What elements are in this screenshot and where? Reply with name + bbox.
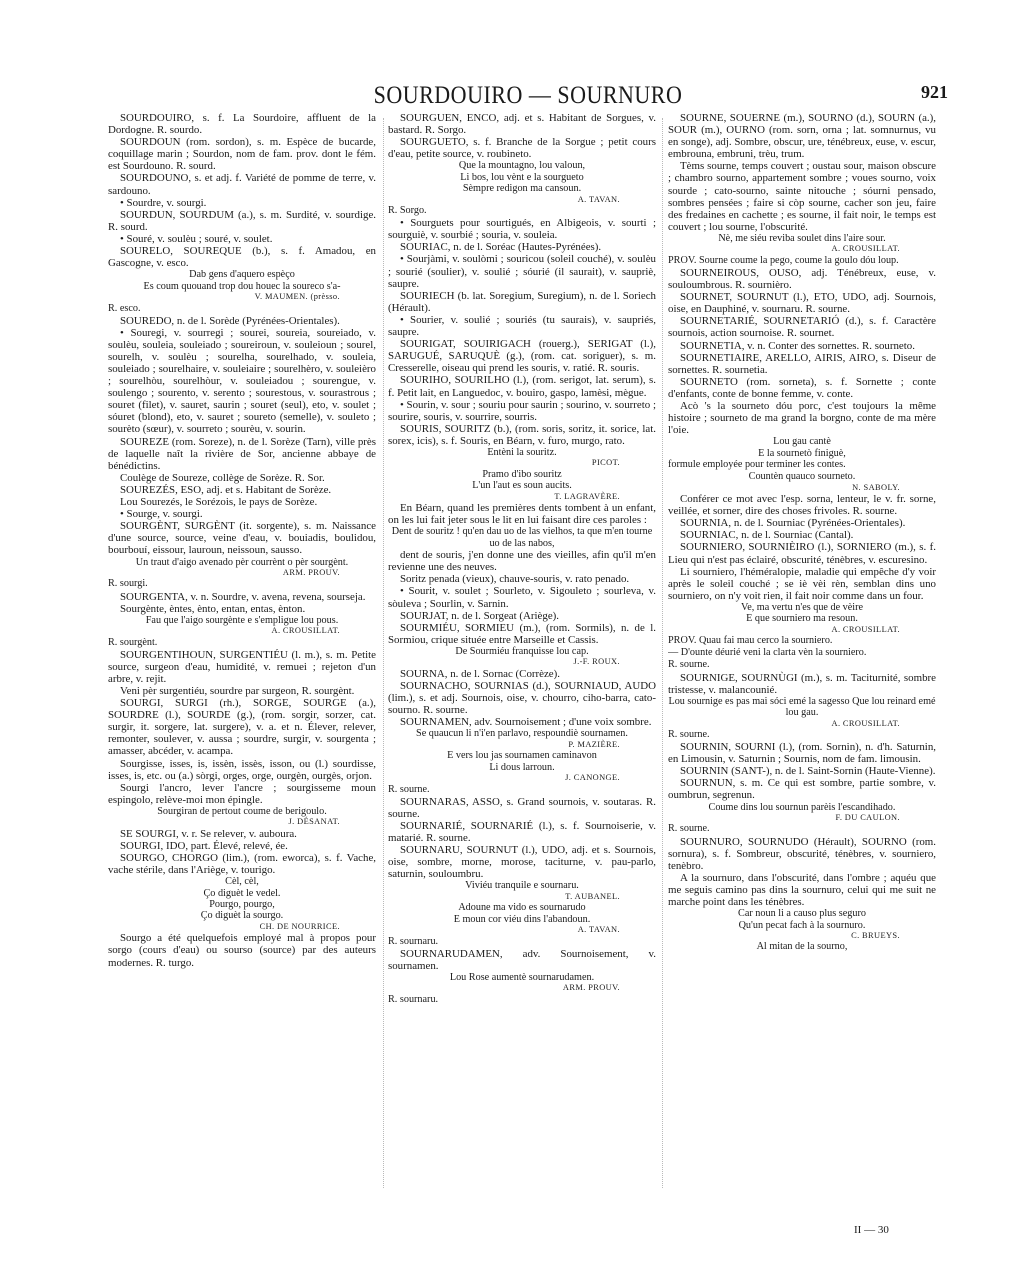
citation: Se quaucun li n'i'en parlavo, respoundiè sournamen. — [416, 728, 628, 740]
citation: Dent de souritz ! qu'en dau uo de las vielhos, ta que m'en tourne uo de las nabos, — [391, 526, 653, 549]
attribution: A. TAVAN. — [577, 925, 620, 934]
attribution: C. BRUEYS. — [851, 930, 900, 940]
dictionary-entry: SOURNET, SOURNUT (l.), ETO, UDO, adj. Sournois, oise, en Dauphiné, v. sournaru. R. sourne. — [668, 291, 936, 316]
dictionary-entry: • Sourin, v. sour ; souriu pour saurin ; sourino, v. sourreto ; sourire, souris, v. sourrire, sourris. — [388, 398, 656, 423]
reference-line: R. sourne. — [668, 729, 710, 740]
dictionary-entry: SOURNUN, s. m. Ce qui est sombre, partie sombre, v. oumbrun, segrenun. — [668, 777, 936, 802]
attribution: A. CROUSILLAT. — [831, 718, 900, 728]
reference-line: formule employée pour terminer les contes. — [668, 459, 846, 471]
reference-line: R. sournaru. — [388, 935, 439, 947]
dictionary-entry: • Sourguets pour sourtigués, en Albigeois, v. sourti ; sourguiè, v. sourbié ; souria, v. souleia. — [388, 217, 656, 242]
dictionary-entry: SOURNETIAIRE, ARELLO, AIRIS, AIRO, s. Diseur de sornettes. R. sournetia. — [668, 351, 936, 376]
attribution: F. DU CAULON. — [835, 812, 900, 822]
verse-line: Li bos, lou vènt e la sourgueto — [460, 171, 584, 183]
verse-line: Es coum quouand trop dou houec la soureco s'a- — [143, 280, 341, 292]
verse-line: Que la mountagno, lou valoun, — [458, 160, 586, 172]
verse-line: E vers lou jas sournamen caminavon — [447, 750, 597, 762]
dictionary-entry: Coulège de Soureze, collège de Sorèze. R. Sor. — [120, 471, 325, 484]
reference-line: R. sourne. — [668, 659, 710, 671]
dictionary-entry: SOURNARIÉ, SOURNARIÉ (l.), s. f. Sournoiserie, v. matarié. R. sourne. — [388, 819, 656, 844]
dictionary-entry: Sourgi l'ancro, lever l'ancre ; sourgisseme moun espingolo, relève-moi mon épingle. — [108, 781, 376, 806]
reference-line: R. Sorgo. — [388, 205, 427, 217]
dictionary-entry: SOUREZÉS, ESO, adj. et s. Habitant de Sorèze. — [120, 483, 332, 496]
dictionary-entry: SOURJAT, n. de l. Sorgeat (Ariège). — [400, 609, 559, 622]
dictionary-entry: SOURNETO (rom. sorneta), s. f. Sornette ; conte d'enfants, conte de bonne femme, v. conte. — [668, 375, 936, 400]
dictionary-entry: SOURMIÉU, SORMIEU (m.), (rom. Sormils), n. de l. Sormiou, crique située entre Marseille et Cassis. — [388, 621, 656, 646]
dictionary-entry: Li sourniero, l'héméralopie, maladie qui empêche d'y voir après le soleil couché ; se iè vèi rèn, semblan dins uno sourniero, on n'y voit rien, il fait noir comme dans un four. — [668, 565, 936, 602]
dictionary-entry: SOURNAMEN, adv. Sournoisement ; d'une voix sombre. — [400, 716, 652, 729]
dictionary-entry: SOURNIN, SOURNI (l.), (rom. Sornin), n. d'h. Saturnin, en Limousin, v. Saturnin ; Sournis, nom de fam. limousin. — [668, 741, 936, 766]
column-rule — [662, 118, 663, 1188]
attribution: T. LAGRAVÈRE. — [554, 491, 620, 501]
citation: Sourgiran de pertout coume de berigoulo. — [157, 805, 327, 817]
reference-line: — D'ounte déurié veni la clarta vèn la sourniero. — [668, 647, 867, 659]
dictionary-entry: SOURNIAC, n. de l. Sourniac (Cantal). — [680, 529, 854, 542]
verse-line: Pramo d'ibo souritz — [482, 468, 562, 480]
dictionary-entry: SOURNARUDAMEN, adv. Sournoisement, v. sournamen. — [388, 947, 656, 972]
citation: Coume dins lou sournun parèis l'escandihado. — [708, 801, 896, 813]
attribution: CH. DE NOURRICE. — [259, 921, 340, 931]
verse-line: Adoune ma vido es sournarudo — [458, 902, 586, 914]
attribution: PICOT. — [591, 458, 620, 468]
verse-line: Al mitan de la sourno, — [756, 941, 848, 953]
signature-mark: II — 30 — [854, 1224, 889, 1236]
verse-line: Ve, ma vertu n'es que de vèire — [740, 601, 864, 613]
verse-line: Pourgo, pourgo, — [209, 899, 275, 910]
dictionary-entry: SOURNE, SOUERNE (m.), SOURNO (d.), SOURN (a.), SOUR (m.), OURNO (rom. sorn, orna ; lat. somnurnus, vu en songe), adj. Sombre, obscur, ure, ténébreux, euse, v. escur, embrouna, embruni, trèu, trum. — [668, 112, 936, 161]
page-header — [108, 82, 948, 112]
dictionary-entry: SOURNARAS, ASSO, s. Grand sournois, v. soutaras. R. sourne. — [388, 795, 656, 820]
verse-line: Ço diguèt le vedel. — [203, 887, 281, 899]
citation: Lou sournige es pas mai sóci emé la sagesso Que lou reinard emé lou gau. — [668, 695, 936, 719]
verse-line: Ço diguèt la sourgo. — [200, 910, 284, 922]
dictionary-entry: SOURGENTIHOUN, SURGENTIÉU (l. m.), s. m. Petite source, surgeon d'eau, humidité, v. remuei ; rejeton d'un arbre, v. rejit. — [108, 648, 376, 685]
dictionary-entry: • Sourier, v. soulié ; souriés (tu saurais), v. saupriés, saupre. — [388, 313, 656, 339]
dictionary-entry: SOURNA, n. de l. Sornac (Corrèze). — [400, 667, 560, 680]
dictionary-entry: SOUREDO, n. de l. Sorède (Pyrénées-Orientales). — [120, 314, 340, 327]
dictionary-entry: • Souregi, v. sourregi ; sourei, soureia, soureiado, v. soulèu, souleia, souleiado ; soureiroun, v. souleioun ; sourel, sourelh, v. soulèu ; sourelha, sourelhado, v. souleia, souleiado ; sourelhaire, v. souleiaire ; sourelhèro, v. souleièro ; sourelhòu, sourelhòur, v. souleiadou ; sourengue, v. soulengo ; sourento, v. serento ; sourestous, v. sourastrous ; souret (filet), v. sauret, saurin ; souret (seul), eto, v. soulet ; sóuret (blond), eto, v. sauret ; soureto (semelle), v. souleto ; sourèto (sœur), v. sourreto ; sourèu, v. sourin. — [108, 326, 376, 436]
running-title: SOURDOUIRO — SOURNURO — [373, 80, 683, 109]
dictionary-entry: SOURGUETO, s. f. Branche de la Sorgue ; petit cours d'eau, petite source, v. roubineto. — [388, 136, 656, 161]
dictionary-entry: SOURGENTA, v. n. Sourdre, v. avena, revena, sourseja. — [120, 590, 366, 603]
citation: Fau que l'aigo sourgènte e s'empligue lou pous. — [145, 614, 339, 626]
verse-line: E la sournetò finiguè, — [758, 447, 846, 459]
reference-line: PROV. Sourne coume la pego, coume la goulo dóu loup. — [668, 254, 899, 266]
reference-line: R. sournaru. — [388, 993, 439, 1005]
dictionary-entry: SOURDOUIRO, s. f. La Sourdoire, affluent de la Dordogne. R. sourdo. — [108, 112, 376, 137]
verse-line: Car noun li a causo plus seguro — [738, 908, 866, 920]
dictionary-entry: Sourgènte, èntes, ènto, entan, entas, ènton. — [120, 602, 306, 615]
attribution: ARM. PROUV. — [282, 567, 340, 577]
dictionary-entry: Veni pèr surgentiéu, sourdre par surgeon, R. sourgènt. — [120, 684, 355, 697]
verse-line: E moun cor viéu dins l'abandoun. — [453, 913, 591, 925]
dictionary-entry: SOURNARU, SOURNUT (l.), UDO, adj. et s. Sournois, oise, sombre, morne, morose, taciturne, v. pau-parlo, saturnin, souloumbru. — [388, 844, 656, 881]
dictionary-entry: En Béarn, quand les premières dents tombent à un enfant, on les lui fait jeter sous le lit en lui faisant dire ces paroles : — [388, 502, 656, 527]
verse-line: E que sourniero ma resoun. — [746, 613, 858, 625]
dictionary-entry: SOURNIERO, SOURNIÈIRO (l.), SORNIERO (m.), s. f. Lieu qui n'est pas éclairé, obscurité, ténèbres, v. escuresino. — [668, 541, 936, 566]
reference-line: R. sourgènt. — [108, 636, 158, 648]
dictionary-entry: • Sourdre, v. sourgi. — [120, 196, 207, 209]
verse-line: Lou Rose aumentè sournarudamen. — [449, 971, 595, 983]
citation: De Sourmiéu franquisse lou cap. — [455, 645, 589, 657]
reference-line: R. sourgi. — [108, 578, 148, 590]
verse-line: Countèn quauco sourneto. — [748, 471, 856, 483]
verse-line: Li dous larroun. — [489, 761, 555, 773]
dictionary-entry: SOURNIN (SANT-), n. de l. Saint-Sornin (Haute-Vienne). — [680, 765, 936, 778]
dictionary-entry: • Souré, v. soulèu ; souré, v. soulet. — [120, 232, 273, 245]
citation: Un traut d'aigo avenado pèr courrènt o pèr sourgènt. — [135, 556, 349, 568]
verse-line: Cèl, cèl, — [225, 876, 259, 888]
dictionary-entry: SOURGUEN, ENCO, adj. et s. Habitant de Sorgues, v. bastard. R. Sorgo. — [388, 112, 656, 137]
dictionary-entry: Soritz penada (vieux), chauve-souris, v. rato penado. — [400, 573, 630, 586]
dictionary-entry: Sourgo a été quelquefois employé mal à propos pour sorgo (cours d'eau) ou sourso (source) par des auteurs modernes. R. turgo. — [108, 932, 376, 969]
dictionary-entry: dent de souris, j'en donne une des vieilles, afin qu'il m'en revienne une des neuves. — [388, 549, 656, 574]
dictionary-entry: Lou Sourezés, le Sorézois, le pays de Sorèze. — [120, 496, 318, 509]
verse-line: Qu'un pecat fach à la sournuro. — [738, 919, 866, 931]
attribution: V. MAUMEN. (prèsso. — [254, 292, 340, 302]
dictionary-entry: • Sourge, v. sourgi. — [120, 508, 203, 521]
page-number: 921 — [921, 82, 948, 102]
dictionary-entry: SOURIAC, n. de l. Soréac (Hautes-Pyrénées). — [400, 241, 602, 254]
dictionary-entry: • Sourjàmi, v. soulòmi ; souricou (soleil couché), v. soulèu ; sourié (soulier), v. soulié ; sóurié (il saurait), v. saupriè, saupre. — [388, 253, 656, 290]
dictionary-column-right — [668, 112, 936, 1187]
attribution: A. CROUSILLAT. — [831, 624, 900, 634]
dictionary-entry: SOURIGAT, SOUIRIGACH (rouerg.), SERIGAT (l.), SARUGUÉ, SARUQUÈ (g.), (rom. cat. soriguer), s. m. Cresserelle, oiseau qui prend les souris, v. ratié. R. souris. — [388, 338, 656, 375]
dictionary-column-middle — [388, 112, 656, 1187]
attribution: J. DÉSANAT. — [288, 817, 340, 827]
verse-line: Lou gau cantè — [773, 436, 831, 448]
dictionary-entry: SOURIECH (b. lat. Soregium, Suregium), n. de l. Soriech (Hérault). — [388, 289, 656, 314]
attribution: A. TAVAN. — [577, 194, 620, 204]
dictionary-entry: SOURNACHO, SOURNIAS (d.), SOURNIAUD, AUDO (lim.), s. et adj. Sournois, oise, v. chourro, ciho-barra, cato-sourno. R. sourne. — [388, 679, 656, 717]
dictionary-entry: SOURELO, SOUREQUE (b.), s. f. Amadou, en Gascogne, v. esco. — [108, 245, 376, 270]
dictionary-entry: SOURNETIA, v. n. Conter des sornettes. R. sourneto. — [680, 339, 915, 352]
dictionary-entry: SOUREZE (rom. Soreze), n. de l. Sorèze (Tarn), ville près de laquelle naît la rivière de Sor, ancienne abbaye de bénédictins. — [108, 435, 376, 472]
attribution: T. AUBANEL. — [565, 891, 620, 901]
dictionary-entry: SOURIHO, SOURILHO (l.), (rom. serigot, lat. serum), s. f. Petit lait, en Languedoc, v. bouiro, gaspo, lamèsi, mègue. — [388, 374, 656, 399]
dictionary-entry: SOURGO, CHORGO (lim.), (rom. eworca), s. f. Vache, vache stérile, dans l'Ariège, v. tourigo. — [108, 852, 376, 877]
dictionary-entry: SOURNIA, n. de l. Sourniac (Pyrénées-Orientales). — [680, 517, 906, 530]
reference-line: R. sourne. — [668, 823, 710, 835]
dictionary-column-left — [108, 112, 376, 1187]
dictionary-entry: SOURNIGE, SOURNÙGI (m.), s. m. Taciturnité, sombre tristesse, v. malancounié. — [668, 671, 936, 696]
attribution: J. CANONGE. — [565, 773, 620, 783]
dictionary-entry: Conférer ce mot avec l'esp. sorna, lenteur, le v. fr. sorne, veillée, et sorner, dire des choses frivoles. R. sourne. — [668, 493, 936, 518]
reference-line: PROV. Quau fai mau cerco la sourniero. — [668, 635, 833, 647]
dictionary-entry: SOURNEIROUS, OUSO, adj. Ténébreux, euse, v. souloumbrous. R. sournièro. — [668, 266, 936, 292]
dictionary-entry: Tèms sourne, temps couvert ; oustau sour, maison obscure ; chambro sourno, appartement sombre ; voues sourno, voix sourde ; cato-sourno, sainte nitouche ; sóurni pensado, sombres pensées ; faire si còp sourne, cacher son jeu, faire des fredaines en cachette ; es sourne, il fait noir, le temps est couvert ; lou sourne, l'obscurité. — [668, 160, 936, 233]
dictionary-entry: SOURNURO, SOURNUDO (Hérault), SOURNO (rom. sornura), s. f. Sombreur, obscurité, ténèbres, v. sourniero, tenèbro. — [668, 835, 936, 872]
dictionary-entry: SOURGI, SURGI (rh.), SORGE, SOURGE (a.), SOURDRE (l.), SOURDE (g.), (rom. sorgir, sorzer, cat. surgir, it. sorgere, lat. surgere), v. a. et n. Élever, relever, remonter, soulever, v. aussa ; sourdre, surgir, v. sourgenta ; amasser, abcéder, v. acampa. — [108, 697, 376, 758]
reference-line: R. esco. — [108, 302, 141, 314]
attribution: A. CROUSILLAT. — [271, 626, 340, 636]
dictionary-entry: • Sourit, v. soulet ; Sourleto, v. Sigouleto ; sourleva, v. sòuleva ; Sourlin, v. Sarnin. — [388, 585, 656, 610]
dictionary-entry: SOURIS, SOURITZ (b.), (rom. soris, soritz, it. sorice, lat. sorex, icis), s. f. Souris, en Béarn, v. furo, murgo, rato. — [388, 422, 656, 447]
verse-line: L'un l'aut es soun aucits. — [472, 480, 572, 492]
column-rule — [383, 118, 384, 1188]
dictionary-entry: A la sournuro, dans l'obscurité, dans l'ombre ; aquéu que me seguis camino pas dins la sournuro, celui qui me suit ne marche point dans les ténèbres. — [668, 871, 936, 909]
attribution: ARM. PROUV. — [562, 983, 620, 993]
verse-line: Sèmpre redigon ma cansoun. — [462, 183, 582, 195]
dictionary-entry: SOURDOUNO, s. et adj. f. Variété de pomme de terre, v. sardouno. — [108, 172, 376, 197]
attribution: J.-F. ROUX. — [573, 657, 620, 667]
dictionary-entry: SOURGÈNT, SURGÈNT (it. sorgente), s. m. Naissance d'une source, source, veine d'eau, v. bouiadis, boulidou, bourbouí, eissour, lauroun, neissoun, sausso. — [108, 520, 376, 557]
verse-line: Dab gens d'aquero espèço — [189, 269, 295, 281]
dictionary-entry: SOURDOUN (rom. sordon), s. m. Espèce de bucarde, coquillage marin ; Sourdon, nom de fam. prov. dont le fém. est Sourdouno. R. sourd. — [108, 136, 376, 173]
verse-line: Viviéu tranquile e sournaru. — [465, 880, 579, 892]
dictionary-entry: SOURDUN, SOURDUM (a.), s. m. Surdité, v. sourdige. R. sourd. — [108, 208, 376, 233]
dictionary-entry: Acò 's la sourneto dóu porc, c'est toujours la même histoire ; sourneto de ma grand la borgno, conte de ma mère l'oie. — [668, 399, 936, 437]
dictionary-entry: SE SOURGI, v. r. Se relever, v. auboura. — [120, 827, 297, 840]
dictionary-entry: SOURNETARIÉ, SOURNETARIÓ (d.), s. f. Caractère sournois, action sournoise. R. sournet. — [668, 315, 936, 340]
attribution: P. MAZIÈRE. — [568, 739, 620, 749]
citation: Nè, me siéu reviba soulet dins l'aire sour. — [718, 232, 886, 244]
dictionary-entry: Sourgisse, isses, is, issèn, issès, isson, ou (l.) sourdisse, isses, is, etc. ou (a.) sòrgi, orges, orge, ourgèn, ourgès, orjon. — [108, 757, 376, 782]
dictionary-entry: SOURGI, IDO, part. Élevé, relevé, ée. — [120, 839, 288, 852]
attribution: A. CROUSILLAT. — [831, 244, 900, 254]
attribution: N. SABOLY. — [852, 482, 900, 492]
reference-line: R. sourne. — [388, 783, 430, 795]
verse-line: Entèni la souritz. — [487, 446, 557, 458]
